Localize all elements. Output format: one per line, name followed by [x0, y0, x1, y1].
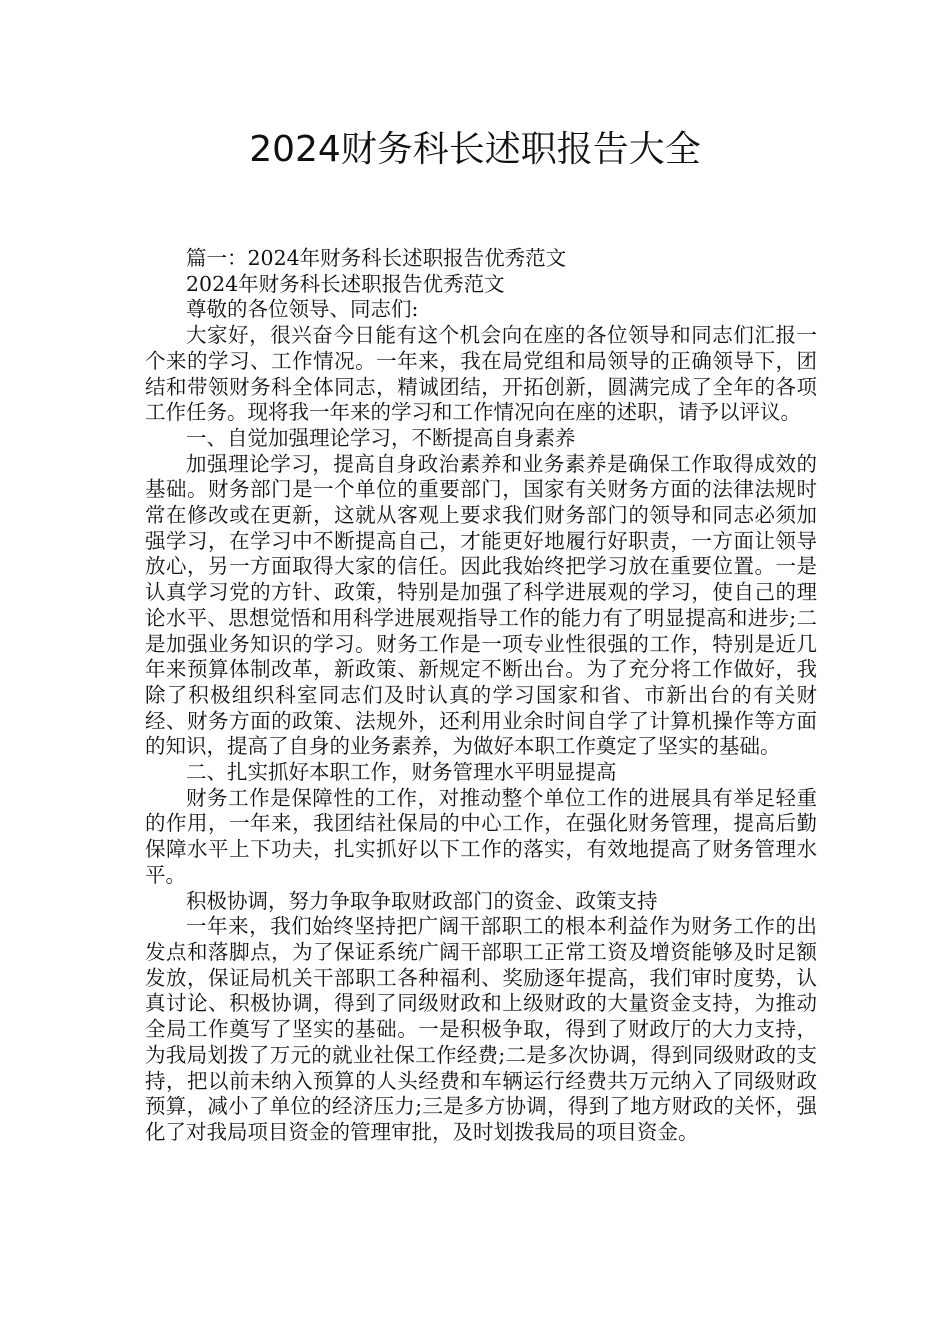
paragraph-section-2: 财务工作是保障性的工作，对推动整个单位工作的进展具有举足轻重的作用，一年来，我团结社保局的中心工作，在强化财务管理，提高后勤保障水平上下功夫，扎实抓好以下工作的落实，有效地提高了财务管理水平。	[145, 785, 817, 887]
section-heading-2: 二、扎实抓好本职工作，财务管理水平明显提高	[186, 760, 617, 785]
section-heading-1: 一、自觉加强理论学习，不断提高自身素养	[186, 425, 576, 450]
paragraph-intro: 大家好，很兴奋今日能有这个机会向在座的各位领导和同志们汇报一个来的学习、工作情况。一年来，我在局党组和局领导的正确领导下，团结和带领财务科全体同志，精诚团结，开拓创新，圆满完成了全年的各项工作任务。现将我一年来的学习和工作情况向在座的述职，请予以评议。	[145, 323, 817, 425]
paragraph-subtitle: 篇一：2024年财务科长述职报告优秀范文	[186, 246, 567, 270]
paragraph-section-1: 加强理论学习，提高自身政治素养和业务素养是确保工作取得成效的基础。财务部门是一个单位的重要部门，国家有关财务方面的法律法规时常在修改或在更新，这就从客观上要求我们财务部门的领导和同志必须加强学习，在学习中不断提高自己，才能更好地履行好职责，一方面让领导放心，另一方面取得大家的信任。因此我始终把学习放在重要位置。一是认真学习党的方针、政策，特别是加强了科学进展观的学习，使自己的理论水平、思想觉悟和用科学进展观指导工作的能力有了明显提高和进步;二是加强业务知识的学习。财务工作是一项专业性很强的工作，特别是近几年来预算体制改革，新政策、新规定不断出台。为了充分将工作做好，我除了积极组织科室同志们及时认真的学习国家和省、市新出台的有关财经、财务方面的政策、法规外，还利用业余时间自学了计算机操作等方面的知识，提高了自身的业务素养，为做好本职工作奠定了坚实的基础。	[145, 451, 817, 759]
subsection-heading: 积极协调，努力争取争取财政部门的资金、政策支持	[186, 888, 658, 913]
paragraph-subtitle-repeat: 2024年财务科长述职报告优秀范文	[186, 271, 505, 296]
document-body	[145, 246, 817, 1146]
document-title: 2024财务科长述职报告大全	[249, 129, 701, 170]
paragraph-subsection: 一年来，我们始终坚持把广阔干部职工的根本利益作为财务工作的出发点和落脚点，为了保证系统广阔干部职工正常工资及增资能够及时足额发放，保证局机关干部职工各种福利、奖励逐年提高，我们审时度势，认真讨论、积极协调，得到了同级财政和上级财政的大量资金支持，为推动全局工作奠写了坚实的基础。一是积极争取，得到了财政厅的大力支持，为我局划拨了万元的就业社保工作经费;二是多次协调，得到同级财政的支持，把以前未纳入预算的人头经费和车辆运行经费共万元纳入了同级财政预算，减小了单位的经济压力;三是多方协调，得到了地方财政的关怀，强化了对我局项目资金的管理审批，及时划拨我局的项目资金。	[145, 914, 817, 1144]
paragraph-salutation: 尊敬的各位领导、同志们:	[186, 297, 419, 322]
